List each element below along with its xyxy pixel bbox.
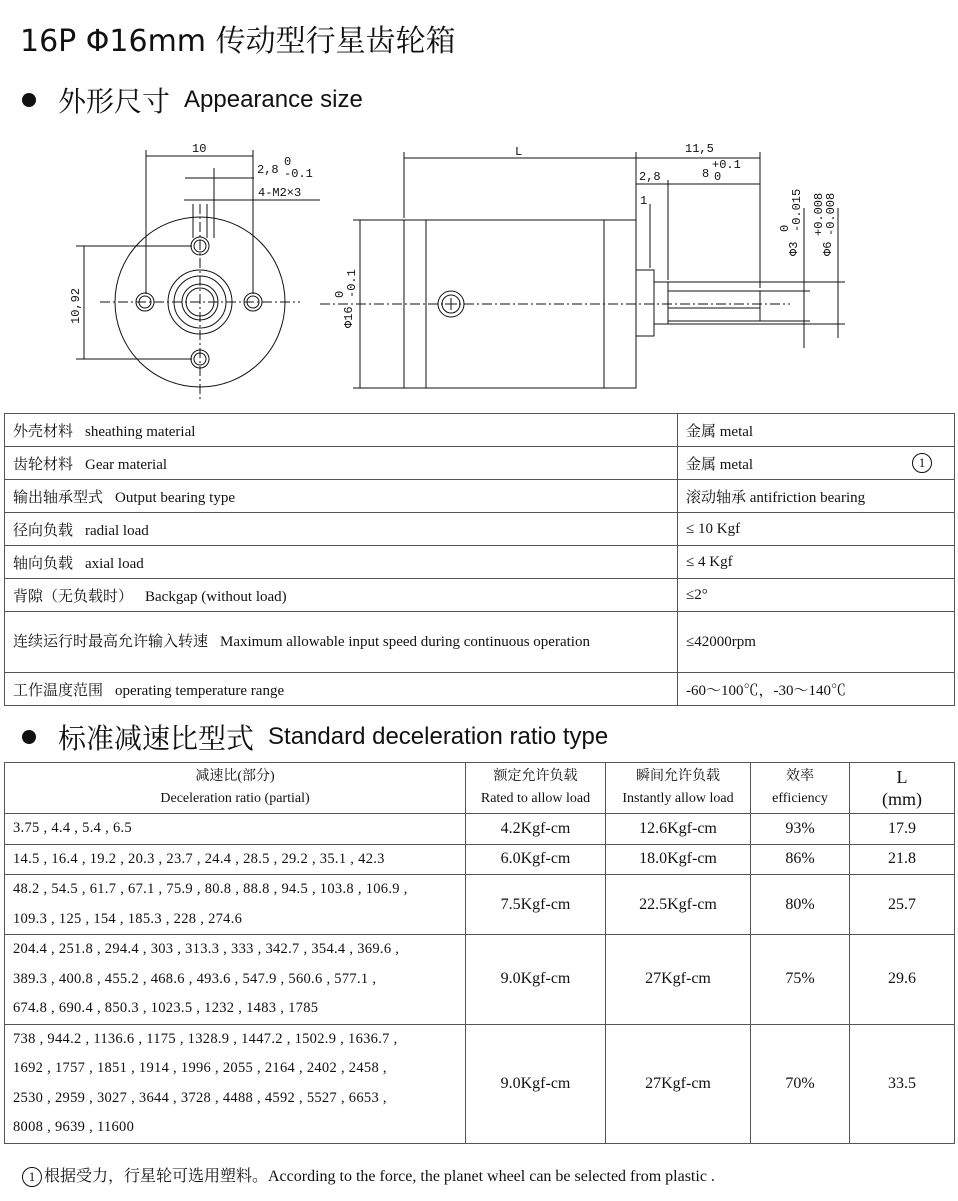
- spec-value-cell: [678, 673, 955, 706]
- length-value: 29.6: [850, 935, 955, 1025]
- spec-label-zh: 输出轴承型式: [13, 489, 104, 506]
- spec-value-cell: [678, 480, 955, 513]
- length-value: 33.5: [850, 1024, 955, 1143]
- header-rated: 额定允许负载 Rated to allow load: [466, 763, 606, 814]
- efficiency: 86%: [751, 844, 850, 875]
- ratio-line: 389.3 , 400.8 , 455.2 , 468.6 , 493.6 , 547.9 , 560.6 , 577.1 ,: [13, 970, 377, 987]
- ratio-values: [5, 844, 466, 875]
- spec-label-en: operating temperature range: [115, 682, 285, 699]
- rated-load: 9.0Kgf-cm: [466, 935, 606, 1025]
- spec-label-zh: 工作温度范围: [13, 682, 104, 699]
- spec-value-cell: [678, 546, 955, 579]
- spec-label-en: Backgap (without load): [145, 588, 287, 605]
- instant-load: 18.0Kgf-cm: [606, 844, 751, 875]
- length-value: 21.8: [850, 844, 955, 875]
- rated-load: 4.2Kgf-cm: [466, 814, 606, 845]
- spec-value-cell: [678, 414, 955, 447]
- dim-shaft-len-tol-top: +0.1: [712, 158, 741, 172]
- spec-row: [5, 480, 955, 513]
- spec-label-en: Gear material: [85, 456, 168, 473]
- header-length: L (mm): [850, 763, 955, 814]
- dim-shaft-len-tol-bottom: 0: [714, 170, 722, 184]
- spec-value-cell: [678, 513, 955, 546]
- dim-body-dia: Φ16: [342, 306, 356, 328]
- instant-load: 27Kgf-cm: [606, 935, 751, 1025]
- ratio-values: [5, 814, 466, 845]
- dim-body-dia-tol-bottom: -0.1: [345, 269, 359, 298]
- spec-row: [5, 414, 955, 447]
- dim-shaft-dia-tol-bottom: -0.008: [824, 192, 838, 236]
- ratio-row: [5, 935, 955, 1025]
- ratio-line: 674.8 , 690.4 , 850.3 , 1023.5 , 1232 , 1483 , 1785: [13, 1000, 319, 1016]
- spec-value: 金属 metal: [686, 423, 754, 440]
- dim-shaft-dia-tol-top: +0.008: [812, 192, 826, 236]
- section-zh: 外形尺寸: [58, 85, 171, 118]
- header-efficiency: 效率 efficiency: [751, 763, 850, 814]
- spec-label-en: Output bearing type: [115, 489, 235, 506]
- footnote-text: 根据受力，行星轮可选用塑料。According to the force, the planet wheel can be selected from plastic .: [44, 1168, 715, 1185]
- ratio-row: [5, 875, 955, 935]
- ratio-line: 109.3 , 125 , 154 , 185.3 , 228 , 274.6: [13, 910, 243, 927]
- spec-label-zh: 外壳材料: [13, 423, 74, 440]
- spec-label: [5, 447, 678, 480]
- dim-flat-dia: Φ3: [787, 241, 801, 256]
- spec-label: [5, 673, 678, 706]
- dim-flat-dia-tol-top: 0: [778, 224, 792, 232]
- dim-shaft-dia: Φ6: [821, 241, 835, 256]
- spec-row: [5, 513, 955, 546]
- spec-label: [5, 546, 678, 579]
- spec-row: [5, 447, 955, 480]
- section-en: Appearance size: [184, 86, 363, 113]
- ratio-values: [5, 875, 466, 935]
- rated-load: 6.0Kgf-cm: [466, 844, 606, 875]
- spec-value: ≤42000rpm: [686, 634, 756, 650]
- spec-label-en: Maximum allowable input speed during continuous operation: [220, 634, 590, 650]
- ratio-line: 3.75 , 4.4 , 5.4 , 6.5: [13, 820, 132, 836]
- length-value: 17.9: [850, 814, 955, 845]
- ratio-table: [4, 762, 955, 1144]
- ratio-line: 48.2 , 54.5 , 61.7 , 67.1 , 75.9 , 80.8 , 88.8 , 94.5 , 103.8 , 106.9 ,: [13, 881, 408, 897]
- header-instant: 瞬间允许负载 Instantly allow load: [606, 763, 751, 814]
- spec-label: [5, 579, 678, 612]
- efficiency: 93%: [751, 814, 850, 845]
- spec-label-en: radial load: [85, 522, 149, 539]
- spec-row: [5, 673, 955, 706]
- section-zh: 标准减速比型式: [58, 722, 255, 755]
- spec-value: ≤ 4 Kgf: [686, 553, 733, 570]
- instant-load: 12.6Kgf-cm: [606, 814, 751, 845]
- section-ratio-heading: [22, 717, 608, 757]
- dim-body-dia-tol-top: 0: [333, 290, 347, 298]
- efficiency: 80%: [751, 875, 850, 935]
- spec-value: ≤ 10 Kgf: [686, 520, 741, 537]
- spec-row: [5, 546, 955, 579]
- ratio-line: 1692 , 1757 , 1851 , 1914 , 1996 , 2055 , 2164 , 2402 , 2458 ,: [13, 1060, 387, 1076]
- ratio-row: [5, 844, 955, 875]
- spec-label-en: axial load: [85, 555, 144, 572]
- dim-shaft-total: 11,5: [685, 142, 714, 156]
- ratio-values: [5, 935, 466, 1025]
- spec-value: -60～100℃，-30～140℃: [686, 682, 846, 699]
- rated-load: 9.0Kgf-cm: [466, 1024, 606, 1143]
- spec-label-zh: 齿轮材料: [13, 456, 74, 473]
- spec-label-zh: 背隙（无负载时）: [13, 588, 134, 605]
- side-view: [320, 152, 845, 388]
- instant-load: 22.5Kgf-cm: [606, 875, 751, 935]
- bullet-icon: [22, 730, 36, 744]
- ratio-line: 14.5 , 16.4 , 19.2 , 20.3 , 23.7 , 24.4 , 28.5 , 29.2 , 35.1 , 42.3: [13, 850, 385, 867]
- efficiency: 70%: [751, 1024, 850, 1143]
- spec-row: [5, 579, 955, 612]
- spec-label: [5, 612, 678, 673]
- dim-step: 1: [640, 194, 648, 208]
- dim-hole-offset: 2,8: [257, 163, 279, 177]
- dim-shaft-len: 8: [702, 167, 710, 181]
- spec-row: [5, 612, 955, 673]
- ratio-row: [5, 1024, 955, 1143]
- spec-table: [4, 413, 955, 706]
- note-marker: 1: [912, 453, 932, 473]
- efficiency: 75%: [751, 935, 850, 1025]
- dim-screws: 4-M2×3: [258, 186, 302, 200]
- dim-length: L: [515, 145, 523, 159]
- dim-front-height: 10,92: [69, 287, 83, 324]
- section-appearance-heading: [22, 80, 363, 120]
- ratio-line: 2530 , 2959 , 3027 , 3644 , 3728 , 4488 , 4592 , 5527 , 6653 ,: [13, 1089, 387, 1106]
- header-ratio: 减速比(部分) Deceleration ratio (partial): [5, 763, 466, 814]
- dim-hole-tol-top: 0: [284, 155, 292, 169]
- spec-value-cell: [678, 612, 955, 673]
- dimension-drawing: [0, 128, 958, 410]
- dim-flange: 2,8: [639, 170, 661, 184]
- footnote-marker: 1: [22, 1167, 42, 1187]
- ratio-line: 738 , 944.2 , 1136.6 , 1175 , 1328.9 , 1447.2 , 1502.9 , 1636.7 ,: [13, 1030, 398, 1047]
- section-en: Standard deceleration ratio type: [268, 723, 609, 750]
- instant-load: 27Kgf-cm: [606, 1024, 751, 1143]
- dim-flat-dia-tol-bottom: -0.015: [790, 188, 804, 232]
- spec-label-en: sheathing material: [85, 423, 196, 440]
- spec-label-zh: 轴向负载: [13, 555, 74, 572]
- ratio-values: [5, 1024, 466, 1143]
- rated-load: 7.5Kgf-cm: [466, 875, 606, 935]
- length-value: 25.7: [850, 875, 955, 935]
- spec-value-cell: [678, 579, 955, 612]
- spec-value-cell: [678, 447, 955, 480]
- spec-value: 金属 metal: [686, 456, 754, 473]
- ratio-line: 8008 , 9639 , 11600: [13, 1119, 135, 1135]
- spec-label-zh: 连续运行时最高允许输入转速: [13, 634, 209, 650]
- ratio-line: 204.4 , 251.8 , 294.4 , 303 , 313.3 , 333 , 342.7 , 354.4 , 369.6 ,: [13, 941, 400, 957]
- spec-label: [5, 513, 678, 546]
- ratio-table-header: [5, 763, 955, 814]
- footnote: [22, 1163, 715, 1187]
- page-title: 16P Φ16mm 传动型行星齿轮箱: [20, 24, 456, 59]
- spec-label: [5, 414, 678, 447]
- dim-hole-tol-bottom: -0.1: [284, 167, 313, 181]
- spec-label-zh: 径向负载: [13, 522, 74, 539]
- bullet-icon: [22, 93, 36, 107]
- spec-value: 滚动轴承 antifriction bearing: [686, 489, 866, 506]
- spec-label: [5, 480, 678, 513]
- dim-front-width: 10: [192, 142, 207, 156]
- ratio-row: [5, 814, 955, 845]
- spec-value: ≤2°: [686, 586, 708, 603]
